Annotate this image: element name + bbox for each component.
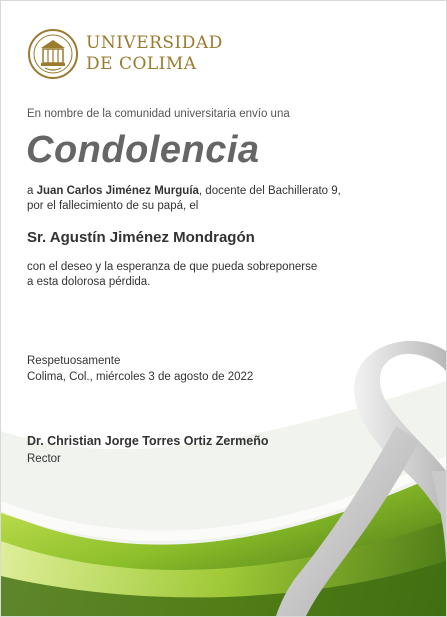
university-name-line2: DE COLIMA <box>86 54 197 74</box>
honoree-name: Sr. Agustín Jiménez Mondragón <box>27 229 255 246</box>
wish-line-2: a esta dolorosa pérdida. <box>27 276 151 288</box>
green-wave-background <box>1 1 446 616</box>
recipient-prefix: a <box>27 185 37 197</box>
university-name-line1: UNIVERSIDAD <box>86 33 223 53</box>
salutation: Respetuosamente <box>27 355 121 367</box>
place-date: Colima, Col., miércoles 3 de agosto de 2022 <box>27 371 254 383</box>
intro-text: En nombre de la comunidad universitaria envío una <box>27 108 290 120</box>
recipient-line <box>27 184 341 199</box>
reason-line: por el fallecimiento de su papá, el <box>27 200 199 212</box>
page-title: Condolencia <box>26 129 260 171</box>
university-seal-icon <box>27 28 79 80</box>
wish-line-1: con el deseo y la esperanza de que pueda sobreponerse <box>27 261 318 273</box>
signer-role: Rector <box>27 453 61 465</box>
recipient-name: Juan Carlos Jiménez Murguía <box>36 185 199 197</box>
recipient-suffix: , docente del Bachillerato 9, <box>198 185 341 197</box>
signer-name: Dr. Christian Jorge Torres Ortiz Zermeño <box>27 434 269 448</box>
